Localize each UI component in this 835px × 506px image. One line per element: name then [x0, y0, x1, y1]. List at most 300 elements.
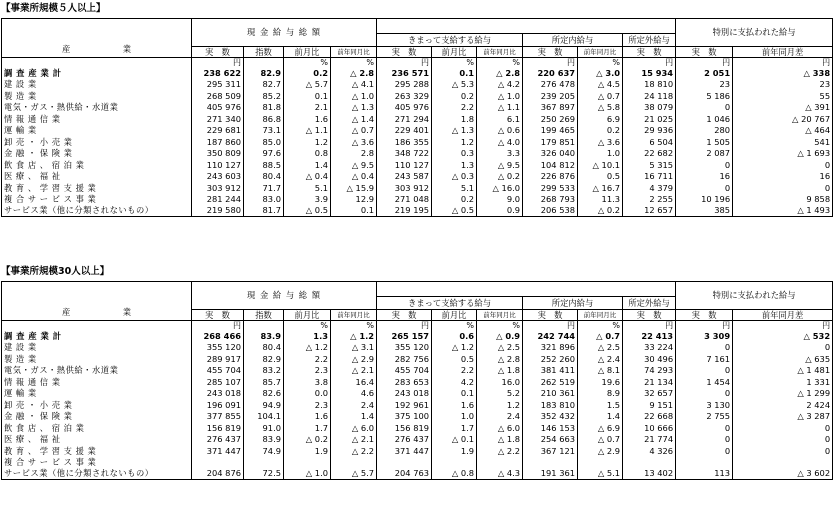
- unit-yen: 円: [733, 321, 833, 331]
- cell-yoy: △ 4.1: [331, 79, 377, 91]
- cell-total: 289 917: [192, 353, 244, 365]
- special-header: 特別に支払われた給与: [676, 19, 833, 47]
- cell-sch_yoy: △ 0.7: [578, 330, 623, 342]
- unit-yen: 円: [623, 58, 676, 68]
- cell-sp_diff: △ 338: [733, 67, 833, 79]
- cell-mom: 1.6: [284, 411, 331, 423]
- cell-reg_mom: 0.6: [432, 330, 477, 342]
- cell-reg_mom: 0.1: [432, 67, 477, 79]
- cell-index: 83.9: [244, 330, 284, 342]
- col-ot-actual: 実 数: [623, 47, 676, 58]
- cell-total: 276 437: [192, 434, 244, 446]
- cell-total: [192, 457, 244, 469]
- cell-reg_yoy: △ 0.6: [477, 125, 523, 137]
- cell-sch_yoy: △ 5.1: [578, 468, 623, 480]
- col-yoy: 前年同月比: [331, 310, 377, 321]
- cell-mom: 5.1: [284, 182, 331, 194]
- industry-name: 卸 売 ・ 小 売 業: [2, 136, 192, 148]
- cell-sp_diff: 0: [733, 422, 833, 434]
- cell-sp_diff: 2 424: [733, 399, 833, 411]
- wage-table: [1, 281, 833, 480]
- regular-header-spacer: [377, 19, 676, 34]
- cell-sp: 113: [676, 468, 733, 480]
- cell-index: 94.9: [244, 399, 284, 411]
- cell-reg_yoy: △ 4.0: [477, 136, 523, 148]
- cell-ot: 29 936: [623, 125, 676, 137]
- regular-header: きまって支給する給与: [377, 34, 523, 47]
- cell-sch_yoy: △ 3.0: [578, 67, 623, 79]
- industry-name: サービス業（他に分類されないもの）: [2, 205, 192, 217]
- cell-total: 243 018: [192, 388, 244, 400]
- cell-yoy: △ 3.1: [331, 342, 377, 354]
- cell-reg_yoy: 6.1: [477, 113, 523, 125]
- cell-sch_yoy: △ 2.4: [578, 353, 623, 365]
- overtime-header: 所定外給与: [623, 297, 676, 310]
- cell-index: 81.7: [244, 205, 284, 217]
- cell-reg_yoy: △ 1.8: [477, 365, 523, 377]
- industry-name: 卸 売 ・ 小 売 業: [2, 399, 192, 411]
- cell-reg_mom: △ 5.3: [432, 79, 477, 91]
- cell-sch: 254 663: [523, 434, 578, 446]
- cell-reg_mom: 0.3: [432, 148, 477, 160]
- cell-sp: 0: [676, 102, 733, 114]
- cell-sp_diff: △ 1 299: [733, 388, 833, 400]
- cell-mom: △ 0.2: [284, 434, 331, 446]
- cell-total: 350 809: [192, 148, 244, 160]
- cell-yoy: △ 2.8: [331, 67, 377, 79]
- unit-yen: 円: [676, 321, 733, 331]
- cell-sch: 191 361: [523, 468, 578, 480]
- cell-mom: [284, 457, 331, 469]
- cell-reg_yoy: △ 9.5: [477, 159, 523, 171]
- col-reg-mom: 前月比: [432, 310, 477, 321]
- cell-sch: 321 896: [523, 342, 578, 354]
- cell-reg: 371 447: [377, 445, 432, 457]
- unit-spacer: [2, 321, 192, 331]
- cell-total: 281 244: [192, 194, 244, 206]
- unit-pct: %: [432, 321, 477, 331]
- cell-sp: 0: [676, 182, 733, 194]
- cell-sch: 367 897: [523, 102, 578, 114]
- cell-ot: 22 668: [623, 411, 676, 423]
- cell-sp_diff: 0: [733, 342, 833, 354]
- cell-reg: 283 653: [377, 376, 432, 388]
- cell-sp: 1 454: [676, 376, 733, 388]
- cell-yoy: △ 3.6: [331, 136, 377, 148]
- cell-yoy: 0.1: [331, 205, 377, 217]
- cell-index: 91.0: [244, 422, 284, 434]
- industry-name: 調 査 産 業 計: [2, 330, 192, 342]
- cell-sch_yoy: △ 2.9: [578, 445, 623, 457]
- cell-sch_yoy: 11.3: [578, 194, 623, 206]
- cell-sp: 0: [676, 388, 733, 400]
- cell-yoy: △ 1.2: [331, 330, 377, 342]
- industry-name: 運 輸 業: [2, 125, 192, 137]
- cell-total: 295 311: [192, 79, 244, 91]
- unit-pct: %: [331, 321, 377, 331]
- industry-name: 飲 食 店 、 宿 泊 業: [2, 422, 192, 434]
- cell-ot: 18 810: [623, 79, 676, 91]
- cell-index: 85.0: [244, 136, 284, 148]
- cell-sch_yoy: 19.6: [578, 376, 623, 388]
- cell-yoy: △ 2.2: [331, 445, 377, 457]
- cell-yoy: 1.4: [331, 411, 377, 423]
- cell-mom: △ 1.0: [284, 468, 331, 480]
- table-row: [2, 171, 833, 183]
- cell-reg_mom: 1.8: [432, 113, 477, 125]
- scheduled-header: 所定内給与: [523, 34, 623, 47]
- table-row: [2, 342, 833, 354]
- industry-name: サービス業（他に分類されないもの）: [2, 468, 192, 480]
- unit-yen: 円: [377, 58, 432, 68]
- industry-name: 建 設 業: [2, 79, 192, 91]
- cell-sp: 23: [676, 79, 733, 91]
- cell-reg: 229 401: [377, 125, 432, 137]
- cell-reg: 263 329: [377, 90, 432, 102]
- cell-sp: 3 130: [676, 399, 733, 411]
- cell-reg_yoy: △ 2.2: [477, 445, 523, 457]
- cell-ot: 38 079: [623, 102, 676, 114]
- cell-reg_mom: △ 0.5: [432, 205, 477, 217]
- cell-reg_mom: 5.1: [432, 182, 477, 194]
- cell-reg_yoy: △ 4.3: [477, 468, 523, 480]
- cell-reg: 355 120: [377, 342, 432, 354]
- cell-yoy: 2.4: [331, 399, 377, 411]
- cell-sp: 16: [676, 171, 733, 183]
- industry-name: 金 融 ・ 保 険 業: [2, 411, 192, 423]
- industry-header: [2, 19, 192, 58]
- unit-yen: 円: [676, 58, 733, 68]
- cell-ot: 2 255: [623, 194, 676, 206]
- unit-yen: 円: [192, 321, 244, 331]
- unit-blank: [244, 321, 284, 331]
- cell-yoy: 12.9: [331, 194, 377, 206]
- cell-sp_diff: △ 464: [733, 125, 833, 137]
- unit-pct: %: [284, 321, 331, 331]
- cell-mom: 1.4: [284, 159, 331, 171]
- cell-ot: 10 666: [623, 422, 676, 434]
- cell-reg_yoy: △ 1.1: [477, 102, 523, 114]
- cell-reg_mom: 1.7: [432, 422, 477, 434]
- cell-sch: 367 121: [523, 445, 578, 457]
- cell-sp_diff: 541: [733, 136, 833, 148]
- cell-total: 229 681: [192, 125, 244, 137]
- col-mom: 前月比: [284, 47, 331, 58]
- col-actual: 実 数: [192, 310, 244, 321]
- table-row: [2, 445, 833, 457]
- cell-index: 83.0: [244, 194, 284, 206]
- col-ot-actual: 実 数: [623, 310, 676, 321]
- cell-sch_yoy: 0.5: [578, 171, 623, 183]
- cell-yoy: 2.8: [331, 148, 377, 160]
- unit-yen: 円: [523, 321, 578, 331]
- unit-yen: 円: [623, 321, 676, 331]
- unit-pct: %: [477, 58, 523, 68]
- cell-yoy: △ 6.0: [331, 422, 377, 434]
- cell-mom: 2.3: [284, 399, 331, 411]
- cell-reg: 282 756: [377, 353, 432, 365]
- unit-yen: 円: [733, 58, 833, 68]
- cell-reg: 405 976: [377, 102, 432, 114]
- cell-total: 243 603: [192, 171, 244, 183]
- cell-ot: 30 496: [623, 353, 676, 365]
- unit-pct: %: [578, 58, 623, 68]
- cell-sp: 0: [676, 422, 733, 434]
- table-row: [2, 353, 833, 365]
- col-sp-actual: 実 数: [676, 47, 733, 58]
- industry-header: [2, 282, 192, 321]
- unit-pct: %: [578, 321, 623, 331]
- cell-yoy: △ 1.4: [331, 113, 377, 125]
- industry-name: 製 造 業: [2, 353, 192, 365]
- cell-reg_mom: 1.2: [432, 136, 477, 148]
- cell-sch: 262 519: [523, 376, 578, 388]
- table-row: [2, 159, 833, 171]
- cell-reg: 295 288: [377, 79, 432, 91]
- cell-ot: 4 326: [623, 445, 676, 457]
- cell-yoy: △ 2.9: [331, 353, 377, 365]
- table-row: [2, 102, 833, 114]
- cell-sp: 1 046: [676, 113, 733, 125]
- overtime-header: 所定外給与: [623, 34, 676, 47]
- industry-name: 電気・ガス・熱供給・水道業: [2, 102, 192, 114]
- table-row: [2, 136, 833, 148]
- table-row: [2, 125, 833, 137]
- cell-yoy: 16.4: [331, 376, 377, 388]
- cell-sp: [676, 457, 733, 469]
- cell-sp: 1 505: [676, 136, 733, 148]
- col-sch-yoy: 前年同月比: [578, 47, 623, 58]
- cell-index: [244, 457, 284, 469]
- cell-ot: 22 682: [623, 148, 676, 160]
- cell-index: 88.5: [244, 159, 284, 171]
- cell-reg_mom: 2.2: [432, 102, 477, 114]
- col-reg-actual: 実 数: [377, 310, 432, 321]
- cell-ot: 4 379: [623, 182, 676, 194]
- cell-sp_diff: 1 331: [733, 376, 833, 388]
- table-row: [2, 182, 833, 194]
- industry-name: 調 査 産 業 計: [2, 67, 192, 79]
- cell-sch_yoy: △ 2.5: [578, 342, 623, 354]
- cell-sch: 146 153: [523, 422, 578, 434]
- cell-reg_yoy: 0.9: [477, 205, 523, 217]
- col-index: 指数: [244, 47, 284, 58]
- col-actual: 実 数: [192, 47, 244, 58]
- unit-yen: 円: [523, 58, 578, 68]
- cell-ot: 15 934: [623, 67, 676, 79]
- cell-yoy: △ 0.4: [331, 171, 377, 183]
- cell-sch: 179 851: [523, 136, 578, 148]
- cell-reg: 303 912: [377, 182, 432, 194]
- cell-mom: 1.2: [284, 136, 331, 148]
- section-title: 【事業所規模30人以上】: [1, 266, 110, 277]
- cell-yoy: △ 5.7: [331, 468, 377, 480]
- unit-yen: 円: [192, 58, 244, 68]
- industry-name: 電気・ガス・熱供給・水道業: [2, 365, 192, 377]
- cell-sch_yoy: △ 0.7: [578, 434, 623, 446]
- cell-reg_yoy: 16.0: [477, 376, 523, 388]
- cell-index: 82.6: [244, 388, 284, 400]
- cell-ot: 74 293: [623, 365, 676, 377]
- cell-total: 268 509: [192, 90, 244, 102]
- col-yoy: 前年同月比: [331, 47, 377, 58]
- cell-sch: 239 205: [523, 90, 578, 102]
- cell-index: 72.5: [244, 468, 284, 480]
- cell-reg_mom: 4.2: [432, 376, 477, 388]
- cell-ot: 33 224: [623, 342, 676, 354]
- industry-name: 建 設 業: [2, 342, 192, 354]
- cell-index: 71.7: [244, 182, 284, 194]
- cell-mom: △ 1.2: [284, 342, 331, 354]
- cell-sch: 242 744: [523, 330, 578, 342]
- cell-mom: 1.7: [284, 422, 331, 434]
- cell-sp_diff: △ 20 767: [733, 113, 833, 125]
- cell-mom: 1.6: [284, 113, 331, 125]
- cell-reg: 156 819: [377, 422, 432, 434]
- unit-pct: %: [331, 58, 377, 68]
- cell-sp: 280: [676, 125, 733, 137]
- cell-ot: 13 402: [623, 468, 676, 480]
- cell-sch: 352 432: [523, 411, 578, 423]
- cell-sp_diff: 55: [733, 90, 833, 102]
- table-row: [2, 399, 833, 411]
- col-sp-diff: 前年同月差: [733, 47, 833, 58]
- table-row: [2, 457, 833, 469]
- cell-sch_yoy: △ 0.7: [578, 90, 623, 102]
- cell-total: 455 704: [192, 365, 244, 377]
- cell-reg: 375 100: [377, 411, 432, 423]
- cell-sch_yoy: 6.9: [578, 113, 623, 125]
- cell-sch: 326 040: [523, 148, 578, 160]
- cell-sch: 268 793: [523, 194, 578, 206]
- cell-reg: 271 294: [377, 113, 432, 125]
- cell-index: 80.4: [244, 342, 284, 354]
- cell-sp: 0: [676, 159, 733, 171]
- cell-total: 187 860: [192, 136, 244, 148]
- cell-ot: 6 504: [623, 136, 676, 148]
- cell-sch: 252 260: [523, 353, 578, 365]
- cell-reg_mom: [432, 457, 477, 469]
- cell-sp: 2 051: [676, 67, 733, 79]
- table-row: [2, 79, 833, 91]
- col-sch-actual: 実 数: [523, 310, 578, 321]
- cell-mom: △ 0.4: [284, 171, 331, 183]
- cell-reg_yoy: [477, 457, 523, 469]
- cell-reg_mom: 2.2: [432, 365, 477, 377]
- cell-sp: 2 087: [676, 148, 733, 160]
- cell-mom: 2.3: [284, 365, 331, 377]
- cell-index: 104.1: [244, 411, 284, 423]
- cell-total: 156 819: [192, 422, 244, 434]
- cell-ot: 24 118: [623, 90, 676, 102]
- cell-reg: [377, 457, 432, 469]
- table-row: [2, 148, 833, 160]
- table-row: [2, 113, 833, 125]
- cell-reg_yoy: △ 2.5: [477, 342, 523, 354]
- cell-sch: 206 538: [523, 205, 578, 217]
- industry-name: 金 融 ・ 保 険 業: [2, 148, 192, 160]
- cell-reg_yoy: 2.4: [477, 411, 523, 423]
- cell-sch: 210 361: [523, 388, 578, 400]
- cell-sp_diff: 23: [733, 79, 833, 91]
- cell-sch: 220 637: [523, 67, 578, 79]
- col-index: 指数: [244, 310, 284, 321]
- cell-mom: 2.2: [284, 353, 331, 365]
- cell-reg: 455 704: [377, 365, 432, 377]
- cell-reg_mom: 0.1: [432, 388, 477, 400]
- cell-total: 371 447: [192, 445, 244, 457]
- cell-reg: 192 961: [377, 399, 432, 411]
- cell-sch_yoy: △ 6.9: [578, 422, 623, 434]
- cell-reg: 186 355: [377, 136, 432, 148]
- cell-total: 110 127: [192, 159, 244, 171]
- cell-index: 85.2: [244, 90, 284, 102]
- cell-reg_mom: △ 0.8: [432, 468, 477, 480]
- cell-yoy: △ 2.1: [331, 365, 377, 377]
- cell-yoy: △ 1.0: [331, 90, 377, 102]
- industry-name: 飲 食 店 、 宿 泊 業: [2, 159, 192, 171]
- cell-sp_diff: △ 391: [733, 102, 833, 114]
- table-row: [2, 376, 833, 388]
- cell-index: 86.8: [244, 113, 284, 125]
- cell-total: 238 622: [192, 67, 244, 79]
- cell-index: 82.7: [244, 79, 284, 91]
- cell-reg_mom: △ 1.2: [432, 342, 477, 354]
- cell-ot: 32 657: [623, 388, 676, 400]
- unit-pct: %: [477, 321, 523, 331]
- cell-sch_yoy: △ 10.1: [578, 159, 623, 171]
- cell-ot: 5 315: [623, 159, 676, 171]
- cell-sch_yoy: 0.2: [578, 125, 623, 137]
- cell-reg_yoy: △ 1.8: [477, 434, 523, 446]
- cell-ot: 16 711: [623, 171, 676, 183]
- industry-header-l1: 産: [62, 43, 71, 54]
- cell-sch_yoy: △ 5.8: [578, 102, 623, 114]
- cell-reg_mom: 0.5: [432, 353, 477, 365]
- cell-sp_diff: △ 635: [733, 353, 833, 365]
- cell-total: 204 876: [192, 468, 244, 480]
- industry-name: 情 報 通 信 業: [2, 376, 192, 388]
- cell-reg_mom: △ 0.1: [432, 434, 477, 446]
- cell-total: 355 120: [192, 342, 244, 354]
- cell-reg_yoy: △ 4.2: [477, 79, 523, 91]
- cell-index: 83.9: [244, 434, 284, 446]
- cell-mom: 0.2: [284, 67, 331, 79]
- cell-sp_diff: 16: [733, 171, 833, 183]
- cell-reg: 276 437: [377, 434, 432, 446]
- cell-total: 271 340: [192, 113, 244, 125]
- cell-index: 97.6: [244, 148, 284, 160]
- col-reg-actual: 実 数: [377, 47, 432, 58]
- cell-reg: 110 127: [377, 159, 432, 171]
- industry-name: 医 療 、 福 祉: [2, 171, 192, 183]
- table-row: [2, 422, 833, 434]
- cell-sp: 0: [676, 445, 733, 457]
- cell-reg_yoy: △ 6.0: [477, 422, 523, 434]
- cell-reg_yoy: △ 2.8: [477, 353, 523, 365]
- cell-index: 80.4: [244, 171, 284, 183]
- cell-sp_diff: △ 1 493: [733, 205, 833, 217]
- cell-yoy: △ 15.9: [331, 182, 377, 194]
- cell-sch: 104 812: [523, 159, 578, 171]
- industry-name: 医 療 、 福 祉: [2, 434, 192, 446]
- special-header: 特別に支払われた給与: [676, 282, 833, 310]
- cell-sp_diff: △ 532: [733, 330, 833, 342]
- unit-spacer: [2, 58, 192, 68]
- cell-mom: 0.8: [284, 148, 331, 160]
- cell-sch: [523, 457, 578, 469]
- cell-sch: 299 533: [523, 182, 578, 194]
